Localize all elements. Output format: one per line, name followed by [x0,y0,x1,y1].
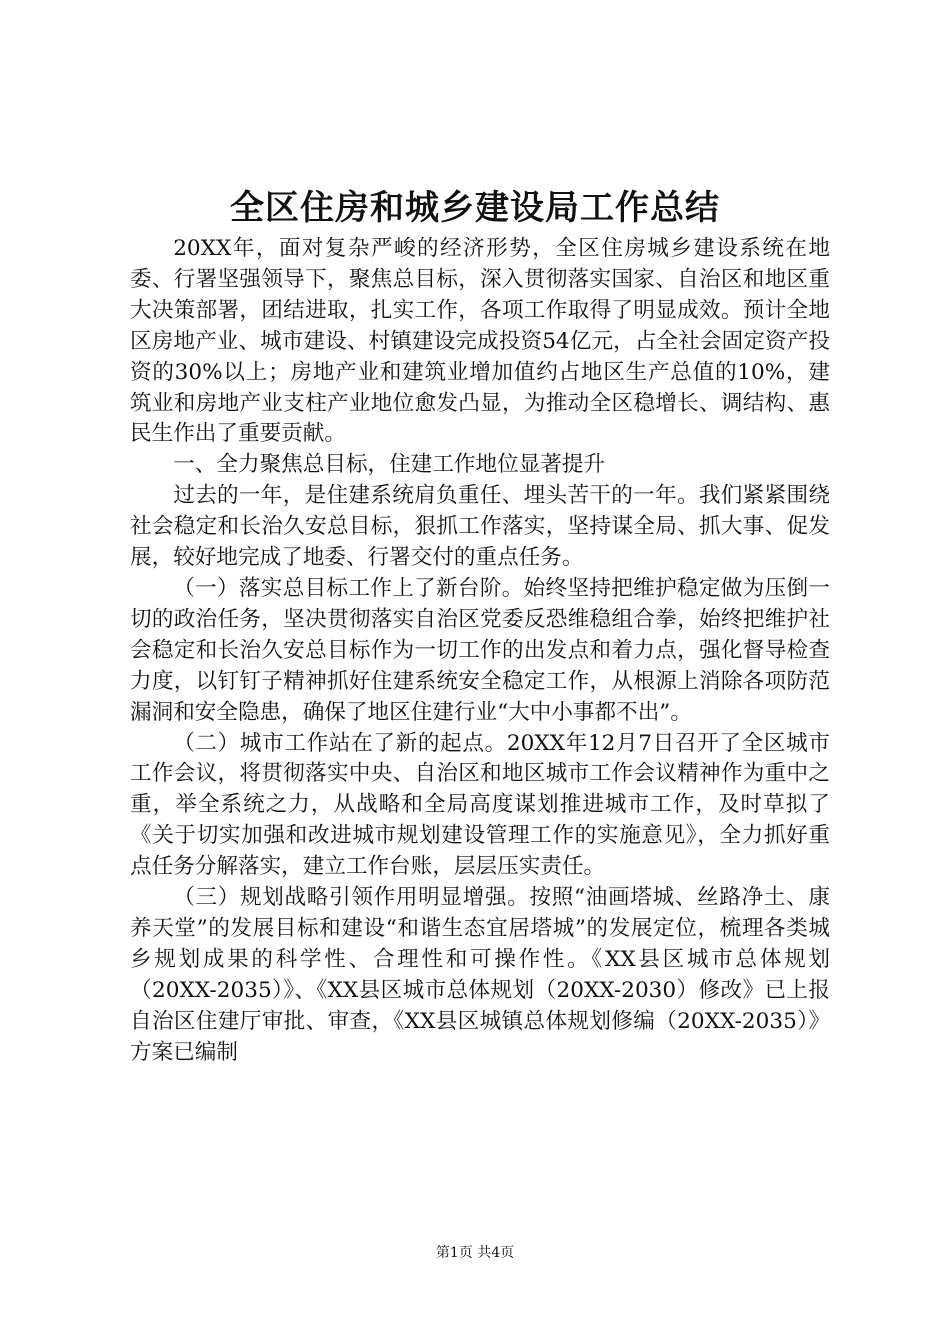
paragraph-intro: 20XX年，面对复杂严峻的经济形势，全区住房城乡建设系统在地委、行署坚强领导下，聚焦总目标，深入贯彻落实国家、自治区和地区重大决策部署，团结进取，扎实工作，各项工作取得了明显成效。预计全地区房地产业、城市建设、村镇建设完成投资54亿元，占全社会固定资产投资的30%以上；房地产业和建筑业增加值约占地区生产总值的10%，建筑业和房地产业支柱产业地位愈发凸显，为推动全区稳增长、调结构、惠民生作出了重要贡献。 [130,236,830,447]
paragraph-item-1: （一）落实总目标工作上了新台阶。始终坚持把维护稳定做为压倒一切的政治任务，坚决贯彻落实自治区党委反恐维稳组合拳，始终把维护社会稳定和长治久安总目标作为一切工作的出发点和着力点，强化督导检查力度，以钉钉子精神抓好住建系统安全稳定工作，从根源上消除各项防范漏洞和安全隐患，确保了地区住建行业“大中小事都不出”。 [130,575,830,725]
paragraph-section-1-intro: 过去的一年，是住建系统肩负重任、埋头苦干的一年。我们紧紧围绕社会稳定和长治久安总目标，狠抓工作落实，坚持谋全局、抓大事、促发展，较好地完成了地委、行署交付的重点任务。 [130,483,830,571]
document-body [130,234,830,1068]
paragraph-item-3: （三）规划战略引领作用明显增强。按照“油画塔城、丝路净土、康养天堂”的发展目标和建设“和谐生态宜居塔城”的发展定位，梳理各类城乡规划成果的科学性、合理性和可操作性。《XX县区城市总体规划（20XX-2035）》、《XX县区城市总体规划（20XX-2030）修改》已上报自治区住建厅审批、审查，《XX县区城镇总体规划修编（20XX-2035）》方案已编制 [130,885,830,1065]
document-title: 全区住房和城乡建设局工作总结 [230,188,720,228]
paragraph-item-2: （二）城市工作站在了新的起点。20XX年12月7日召开了全区城市工作会议，将贯彻落实中央、自治区和地区城市工作会议精神作为重中之重，举全系统之力，从战略和全局高度谋划推进城市工作，及时草拟了《关于切实加强和改进城市规划建设管理工作的实施意见》，全力抓好重点任务分解落实，建立工作台账，层层压实责任。 [130,730,830,880]
section-heading-1: 一、全力聚焦总目标，住建工作地位显著提升 [173,452,606,478]
page-footer: 第1页 共4页 [435,1245,515,1261]
